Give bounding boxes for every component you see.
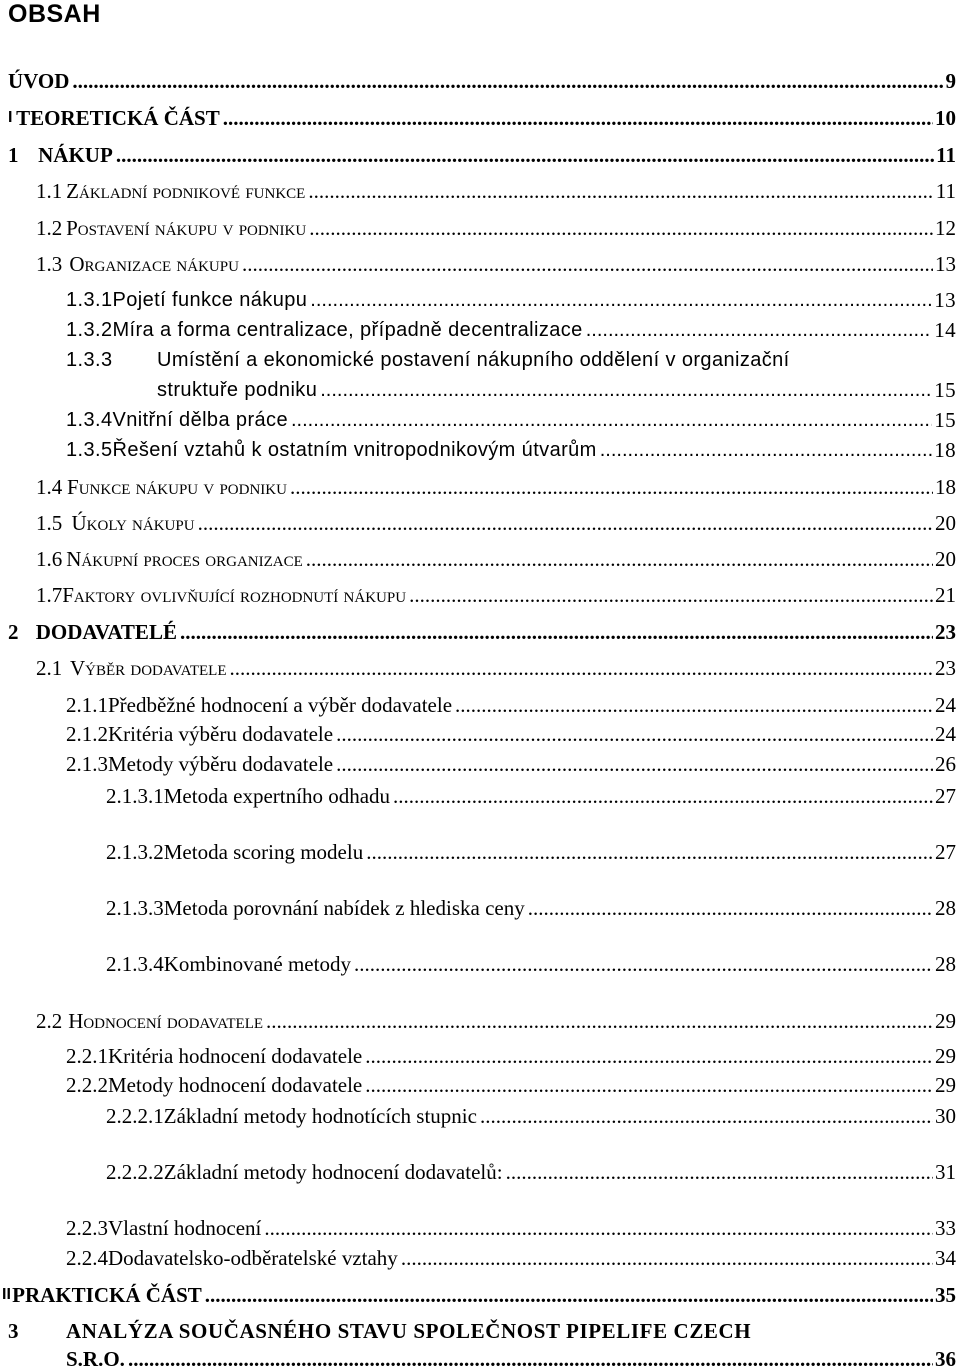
toc-page-number: 11 xyxy=(936,143,956,167)
toc-page-number: 14 xyxy=(934,318,956,342)
toc-page-number: 9 xyxy=(945,69,956,93)
toc-entry-1-5[interactable] xyxy=(36,505,956,535)
toc-entry-number: 1.3.4 xyxy=(66,409,113,431)
toc-entry-text: Dodavatelsko-odběratelské vztahy xyxy=(108,1246,398,1270)
toc-entry-part-1[interactable] xyxy=(8,100,956,130)
toc-page-number: 28 xyxy=(935,896,956,920)
toc-entry-1-4[interactable] xyxy=(36,469,956,499)
toc-entry-number: 1.3.1 xyxy=(66,289,113,311)
toc-entry-1-1[interactable] xyxy=(36,173,956,203)
toc-entry-number: 2.1.3 xyxy=(66,752,108,776)
toc-entry-number: 2.2.2.1 xyxy=(106,1104,164,1128)
toc-page-number: 23 xyxy=(935,620,956,644)
toc-entry-number: 1.4 xyxy=(36,475,63,499)
toc-entry-number: 1.2 xyxy=(36,216,63,240)
toc-entry-1-3[interactable] xyxy=(36,246,956,276)
dot-leader xyxy=(180,620,933,644)
toc-entry-text: Metoda porovnání nabídek z hlediska ceny xyxy=(163,896,525,920)
dot-leader xyxy=(393,784,933,808)
toc-entry-number: 3 xyxy=(8,1319,19,1343)
toc-entry-part-2[interactable] xyxy=(2,1277,956,1307)
dot-leader xyxy=(266,1009,933,1033)
toc-page-number: 18 xyxy=(934,438,956,462)
toc-entry-2-2[interactable] xyxy=(36,1003,956,1033)
toc-entry-text: Faktory ovlivňující rozhodnutí nákupu xyxy=(62,583,407,607)
toc-entry-number: 1.3.2 xyxy=(66,319,113,341)
toc-entry-text: Základní podnikové funkce xyxy=(66,179,306,203)
toc-entry-text: S.R.O. xyxy=(66,1347,125,1371)
toc-entry-text: Metoda expertního odhadu xyxy=(163,784,391,808)
toc-entry-text: Vlastní hodnocení xyxy=(108,1216,262,1240)
toc-entry-number: 1 xyxy=(8,143,19,167)
toc-entry-2-2-3[interactable] xyxy=(66,1210,956,1240)
dot-leader xyxy=(320,378,932,402)
toc-entry-text: Postavení nákupu v podniku xyxy=(66,216,307,240)
toc-page-number: 12 xyxy=(935,216,956,240)
dot-leader xyxy=(480,1104,933,1128)
dot-leader xyxy=(306,547,933,571)
toc-entry-text: Předběžné hodnocení a výběr dodavatele xyxy=(108,693,453,717)
toc-entry-text: Organizace nákupu xyxy=(69,252,239,276)
dot-leader xyxy=(198,511,933,535)
dot-leader xyxy=(506,1160,933,1184)
toc-entry-text: Pojetí funkce nákupu xyxy=(112,289,308,311)
toc-entry-text: Hodnocení dodavatele xyxy=(68,1009,264,1033)
toc-entry-2-1-3-3[interactable] xyxy=(106,890,956,920)
toc-entry-text: Kombinované metody xyxy=(163,952,351,976)
dot-leader xyxy=(600,438,932,462)
dot-leader xyxy=(409,583,933,607)
toc-entry-text: Míra a forma centralizace, případně decentralizace xyxy=(112,319,583,341)
toc-page-number: 34 xyxy=(935,1246,956,1270)
toc-page-number: 15 xyxy=(934,378,956,402)
toc-entry-chapter-2[interactable] xyxy=(8,614,956,644)
toc-entry-1-2[interactable] xyxy=(36,210,956,240)
toc-entry-2-2-2-2[interactable] xyxy=(106,1154,956,1184)
toc-entry-number: I xyxy=(8,109,13,126)
dot-leader xyxy=(365,1073,933,1097)
toc-page-number: 18 xyxy=(935,475,956,499)
toc-page-number: 20 xyxy=(935,511,956,535)
toc-entry-number: 2.2 xyxy=(36,1009,63,1033)
toc-entry-number: 2.2.3 xyxy=(66,1216,108,1240)
toc-entry-number: 1.3 xyxy=(36,252,63,276)
toc-entry-text: Metody hodnocení dodavatele xyxy=(108,1073,363,1097)
dot-leader xyxy=(455,693,933,717)
page-title: OBSAH xyxy=(8,0,101,28)
toc-entry-2-2-4[interactable] xyxy=(66,1240,956,1270)
toc-entry-number: 2.1.3.2 xyxy=(106,840,164,864)
toc-entry-chapter-3-continued[interactable] xyxy=(66,1341,956,1371)
toc-entry-1-3-2[interactable] xyxy=(66,312,956,342)
dot-leader xyxy=(223,106,933,130)
toc-entry-uvod[interactable] xyxy=(8,63,956,93)
toc-page-number: 10 xyxy=(935,106,956,130)
toc-page-number: 11 xyxy=(935,179,956,203)
toc-entry-text: struktuře podniku xyxy=(157,379,318,401)
dot-leader xyxy=(401,1246,933,1270)
toc-entry-number: II xyxy=(2,1286,11,1303)
toc-entry-number: 2.1.2 xyxy=(66,722,108,746)
dot-leader xyxy=(291,408,932,432)
toc-entry-chapter-3[interactable] xyxy=(8,1313,956,1343)
toc-entry-text: Vnitřní dělba práce xyxy=(112,409,288,431)
toc-entry-number: 2.1.1 xyxy=(66,693,108,717)
toc-page-number: 29 xyxy=(935,1009,956,1033)
toc-entry-number: 1.1 xyxy=(36,179,63,203)
toc-entry-text: Základní metody hodnotících stupnic xyxy=(163,1104,477,1128)
toc-entry-text: Základní metody hodnocení dodavatelů: xyxy=(163,1160,503,1184)
toc-entry-number: 2.2.1 xyxy=(66,1044,108,1068)
toc-page-number: 35 xyxy=(935,1283,956,1307)
toc-entry-text: DODAVATELÉ xyxy=(35,620,177,644)
toc-entry-text: Metody výběru dodavatele xyxy=(108,752,334,776)
toc-page-number: 15 xyxy=(934,408,956,432)
dot-leader xyxy=(205,1283,933,1307)
toc-entry-text: Umístění a ekonomické postavení nákupního oddělení v organizační xyxy=(157,349,790,371)
toc-page-number: 26 xyxy=(935,752,956,776)
dot-leader xyxy=(242,252,933,276)
toc-entry-number: 1.3.5 xyxy=(66,439,113,461)
toc-entry-1-3-1[interactable] xyxy=(66,282,956,312)
toc-entry-1-7[interactable] xyxy=(36,577,956,607)
toc-entry-number: 2.1 xyxy=(36,656,63,680)
toc-entry-2-1-1[interactable] xyxy=(66,687,956,717)
toc-page-number: 23 xyxy=(935,656,956,680)
toc-entry-1-3-5[interactable] xyxy=(66,432,956,462)
toc-page-number: 24 xyxy=(935,722,956,746)
toc-page-number: 30 xyxy=(935,1104,956,1128)
toc-entry-chapter-1[interactable] xyxy=(8,137,956,167)
toc-entry-text: Nákupní proces organizace xyxy=(66,547,303,571)
toc-entry-2-2-2[interactable] xyxy=(66,1067,956,1097)
toc-entry-number: 2.1.3.1 xyxy=(106,784,164,808)
toc-entry-number: 2.1.3.3 xyxy=(106,896,164,920)
toc-page-number: 36 xyxy=(935,1347,956,1371)
toc-entry-2-2-2-1[interactable] xyxy=(106,1098,956,1128)
dot-leader xyxy=(366,840,933,864)
toc-entry-text: NÁKUP xyxy=(38,143,113,167)
toc-entry-2-1-3-4[interactable] xyxy=(106,946,956,976)
toc-entry-number: 1.5 xyxy=(36,511,63,535)
toc-page-number: 13 xyxy=(934,288,956,312)
toc-entry-text: Funkce nákupu v podniku xyxy=(67,475,287,499)
dot-leader xyxy=(586,318,932,342)
toc-page-number: 21 xyxy=(935,583,956,607)
toc-entry-text: ÚVOD xyxy=(8,69,70,93)
dot-leader xyxy=(309,216,933,240)
toc-entry-1-6[interactable] xyxy=(36,541,956,571)
toc-entry-text: Kritéria výběru dodavatele xyxy=(108,722,334,746)
toc-entry-text: PRAKTICKÁ ČÁST xyxy=(12,1283,202,1307)
toc-entry-text: Výběr dodavatele xyxy=(69,656,227,680)
dot-leader xyxy=(264,1216,933,1240)
toc-page-number: 13 xyxy=(935,252,956,276)
dot-leader xyxy=(290,475,933,499)
dot-leader xyxy=(365,1044,933,1068)
toc-entry-1-3-3-continued[interactable] xyxy=(157,372,956,402)
dot-leader xyxy=(72,69,943,93)
toc-entry-text: Kritéria hodnocení dodavatele xyxy=(108,1044,363,1068)
toc-entry-number: 1.3.3 xyxy=(66,349,113,371)
toc-entry-text: Řešení vztahů k ostatním vnitropodnikovým útvarům xyxy=(112,439,597,461)
toc-entry-number: 2 xyxy=(8,620,19,644)
toc-entry-1-3-3[interactable] xyxy=(66,342,956,372)
dot-leader xyxy=(116,143,934,167)
dot-leader xyxy=(310,288,932,312)
toc-page-number: 28 xyxy=(935,952,956,976)
toc-entry-2-1-3-2[interactable] xyxy=(106,834,956,864)
toc-page-number: 33 xyxy=(935,1216,956,1240)
toc-entry-number: 2.2.2 xyxy=(66,1073,108,1097)
dot-leader xyxy=(336,752,933,776)
toc-entry-2-1[interactable] xyxy=(36,650,956,680)
dot-leader xyxy=(308,179,933,203)
toc-page-number: 29 xyxy=(935,1044,956,1068)
dot-leader xyxy=(336,722,933,746)
toc-page-number: 29 xyxy=(935,1073,956,1097)
toc-page-number: 24 xyxy=(935,693,956,717)
toc-entry-2-1-3[interactable] xyxy=(66,746,956,776)
toc-entry-text: Úkoly nákupu xyxy=(71,511,195,535)
toc-page-number: 31 xyxy=(935,1160,956,1184)
dot-leader xyxy=(128,1347,933,1371)
toc-entry-2-2-1[interactable] xyxy=(66,1038,956,1068)
toc-entry-number: 2.2.2.2 xyxy=(106,1160,164,1184)
toc-page-number: 27 xyxy=(935,840,956,864)
toc-entry-2-1-2[interactable] xyxy=(66,716,956,746)
toc-page-number: 20 xyxy=(935,547,956,571)
dot-leader xyxy=(354,952,933,976)
toc-entry-1-3-4[interactable] xyxy=(66,402,956,432)
toc-entry-number: 1.6 xyxy=(36,547,63,571)
toc-entry-number: 2.2.4 xyxy=(66,1246,108,1270)
dot-leader xyxy=(528,896,933,920)
toc-entry-number: 2.1.3.4 xyxy=(106,952,164,976)
toc-page-number: 27 xyxy=(935,784,956,808)
dot-leader xyxy=(230,656,934,680)
toc-entry-text: TEORETICKÁ ČÁST xyxy=(16,106,220,130)
toc-entry-text: ANALÝZA SOUČASNÉHO STAVU SPOLEČNOST PIPELIFE CZECH xyxy=(66,1319,752,1343)
toc-entry-text: Metoda scoring modelu xyxy=(163,840,364,864)
toc-entry-number: 1.7 xyxy=(36,583,63,607)
toc-entry-2-1-3-1[interactable] xyxy=(106,778,956,808)
